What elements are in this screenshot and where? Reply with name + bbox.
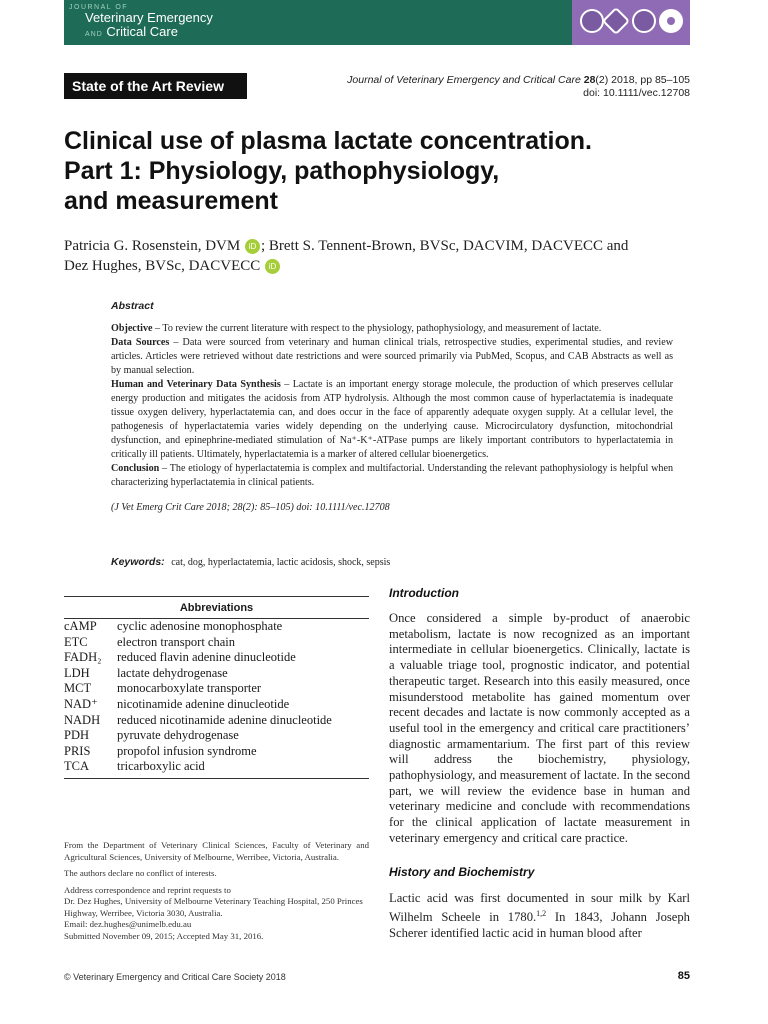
citation-volume: 28 bbox=[583, 74, 596, 86]
journal-logo-text bbox=[85, 11, 213, 42]
table-row bbox=[64, 635, 369, 651]
abbr-value: monocarboxylate transporter bbox=[117, 681, 262, 696]
orcid-icon[interactable]: iD bbox=[245, 239, 260, 254]
address-line: Address correspondence and reprint requests to bbox=[64, 884, 231, 895]
citation-journal: Journal of Veterinary Emergency and Critical Care bbox=[347, 74, 581, 86]
page-number: 85 bbox=[677, 970, 690, 982]
abbr-key: ETC bbox=[64, 634, 88, 649]
objective-text: – To review the current literature with respect to the physiology, pathophysiology, and measurement of lactate. bbox=[152, 323, 602, 334]
email-link[interactable]: Email: dez.hughes@unimelb.edu.au bbox=[64, 919, 192, 929]
citation-issue-pages: (2) 2018, pp 85–105 bbox=[595, 74, 690, 86]
conflict-note: The authors declare no conflict of interests. bbox=[64, 868, 217, 878]
abbr-value: propofol infusion syndrome bbox=[117, 743, 257, 758]
reference-superscript[interactable]: 1,2 bbox=[536, 909, 547, 919]
history-text-b: In 1843, Johann Joseph Scherer identified lactic acid in human blood after bbox=[389, 910, 690, 941]
abstract-conclusion bbox=[111, 462, 673, 490]
journal-name-and: AND bbox=[85, 31, 103, 38]
keywords bbox=[111, 556, 390, 568]
synthesis-text: – Lactate is an important energy storage molecule, the production of which preserves cellular energy production and mitigates the acidosis from ATP hydrolysis. Although the most common cause of hyperlactatemia is inadequate tissue oxygen delivery, hyperlactatemia can, and does occur in the face of apparently adequate oxygen supply. At a cellular level, the pathogenesis of hyperlactatemia varies widely depending on the underlying cause. Microcirculatory dysfunction, mitochondrial dysfunction, and epinephrine-mediated stimulation of Na⁺-K⁺-ATPase pumps are likely important contributors to hyperlactatemia in critically ill patients. Ultimately, hyperlactatemia is a marker of altered cellular bioenergetics. bbox=[111, 379, 673, 460]
introduction-heading: Introduction bbox=[389, 586, 459, 600]
article-type-badge: State of the Art Review bbox=[64, 73, 247, 99]
title-line: Part 1: Physiology, pathophysiology, bbox=[64, 157, 500, 185]
abbreviations-table bbox=[64, 596, 369, 779]
abbr-key: LDH bbox=[64, 665, 90, 680]
abstract bbox=[111, 299, 673, 515]
table-row bbox=[64, 759, 369, 775]
article-title bbox=[64, 126, 684, 216]
table-rule bbox=[64, 778, 369, 779]
conclusion-label: Conclusion bbox=[111, 463, 160, 474]
history-heading: History and Biochemistry bbox=[389, 864, 535, 879]
journal-banner bbox=[64, 0, 690, 45]
synthesis-label: Human and Veterinary Data Synthesis bbox=[111, 379, 281, 390]
author-rosenstein: Patricia G. Rosenstein, DVM bbox=[64, 238, 241, 254]
data-sources-text: – Data were sourced from veterinary and human clinical trials, retrospective studies, experimental studies, and review articles. Articles were retrieved without date restrictions and were sourced primarily via PubMed, Scopus, and CAB Abstracts as well as by manual selection. bbox=[111, 337, 673, 376]
abbreviations-title: Abbreviations bbox=[179, 602, 254, 614]
abbr-key: cAMP bbox=[64, 619, 97, 633]
journal-small-caption: JOURNAL OF bbox=[69, 4, 129, 11]
keywords-text: cat, dog, hyperlactatemia, lactic acidosis, shock, sepsis bbox=[171, 557, 391, 568]
abbr-key: FADH₂ bbox=[64, 650, 102, 665]
abstract-heading: Abstract bbox=[111, 300, 154, 312]
citation-doi[interactable]: doi: 10.1111/vec.12708 bbox=[583, 87, 690, 99]
abbr-value: reduced flavin adenine dinucleotide bbox=[117, 650, 296, 665]
correspondence-block bbox=[64, 885, 369, 943]
abbr-value: electron transport chain bbox=[117, 634, 236, 649]
data-sources-label: Data Sources bbox=[111, 337, 170, 348]
conclusion-text: – The etiology of hyperlactatemia is complex and multifactorial. Understanding the relevant pathophysiology is helpful when characterizing hyperlactatemia in clinical patients. bbox=[111, 463, 673, 488]
title-line: Clinical use of plasma lactate concentration. bbox=[64, 127, 592, 155]
address-line: Dr. Dez Hughes, University of Melbourne Veterinary Teaching Hospital, 250 Princes Highway, Werribee, Victoria 3030, Australia. bbox=[64, 896, 363, 918]
title-line: and measurement bbox=[64, 187, 278, 215]
abbr-key: PDH bbox=[64, 728, 90, 743]
journal-name-line2: Critical Care bbox=[106, 24, 178, 39]
abstract-synthesis bbox=[111, 378, 673, 462]
right-column bbox=[389, 586, 690, 942]
abstract-objective bbox=[111, 322, 673, 336]
abbr-value: nicotinamide adenine dinucleotide bbox=[117, 696, 290, 711]
journal-citation bbox=[347, 74, 690, 100]
abbr-value: lactate dehydrogenase bbox=[117, 665, 228, 680]
table-row bbox=[64, 681, 369, 697]
abbr-value: reduced nicotinamide adenine dinucleotide bbox=[117, 712, 332, 727]
journal-name-line1: Veterinary Emergency bbox=[85, 10, 213, 25]
abbr-value: tricarboxylic acid bbox=[117, 759, 205, 774]
abbr-key: PRIS bbox=[64, 743, 91, 758]
abbr-value: cyclic adenosine monophosphate bbox=[117, 619, 283, 633]
affiliation-note: From the Department of Veterinary Clinical Sciences, Faculty of Veterinary and Agricultural Sciences, University of Melbourne, Werribee, Victoria, Australia. bbox=[64, 840, 369, 862]
copyright-notice: © Veterinary Emergency and Critical Care Society 2018 bbox=[64, 972, 286, 982]
table-row bbox=[64, 728, 369, 744]
history-text-a: Lactic acid was first documented in sour milk by Karl Wilhelm Scheele in 1780. bbox=[389, 890, 690, 925]
author-list bbox=[64, 236, 704, 276]
society-logos bbox=[572, 0, 690, 45]
table-row bbox=[64, 744, 369, 760]
table-row bbox=[64, 619, 369, 635]
author-hughes: Dez Hughes, BVSc, DACVECC bbox=[64, 258, 261, 274]
history-text bbox=[389, 891, 690, 942]
orcid-icon[interactable]: iD bbox=[265, 259, 280, 274]
introduction-text: Once considered a simple by-product of anaerobic metabolism, lactate is now recognized as an important intermediate in cellular bioenergetics. Clinically, lactate is a valuable triage tool, prognostic indicator, and potential therapeutic target. Research into this easily measured, once misunderstood metabolite has gained momentum over recent decades and lactate is now commonly accepted as a useful tool in the emergency and critical care practitioners’ diagnostic armamentarium. The first part of this review will address the biochemistry, physiology, pathophysiology, and measurement of lactate. In the second part, we will review the evidence base in human and veterinary medicine and conclude with recommendations for the clinical application of lactate measurement in veterinary emergency and critical care practice. bbox=[389, 611, 690, 845]
abbr-key: NAD⁺ bbox=[64, 696, 98, 711]
objective-label: Objective bbox=[111, 323, 153, 334]
society-crest-logo bbox=[659, 9, 683, 33]
table-row bbox=[64, 713, 369, 729]
society-emblem-logo bbox=[632, 9, 656, 33]
society-seal-logo bbox=[580, 9, 604, 33]
table-row bbox=[64, 650, 369, 666]
footnotes bbox=[64, 840, 369, 942]
abstract-data-sources bbox=[111, 336, 673, 378]
submission-dates: Submitted November 09, 2015; Accepted May 31, 2016. bbox=[64, 930, 264, 941]
abbr-value: pyruvate dehydrogenase bbox=[117, 728, 239, 743]
abstract-citation: (J Vet Emerg Crit Care 2018; 28(2): 85–105) doi: 10.1111/vec.12708 bbox=[111, 502, 390, 513]
abbr-key: NADH bbox=[64, 712, 101, 727]
keywords-label: Keywords: bbox=[111, 556, 165, 568]
author-tennent-brown: ; Brett S. Tennent-Brown, BVSc, DACVIM, DACVECC and bbox=[260, 238, 629, 254]
table-row bbox=[64, 666, 369, 682]
abbr-key: MCT bbox=[64, 681, 92, 696]
society-diamond-logo bbox=[602, 7, 630, 35]
abbr-key: TCA bbox=[64, 759, 89, 774]
table-row bbox=[64, 697, 369, 713]
